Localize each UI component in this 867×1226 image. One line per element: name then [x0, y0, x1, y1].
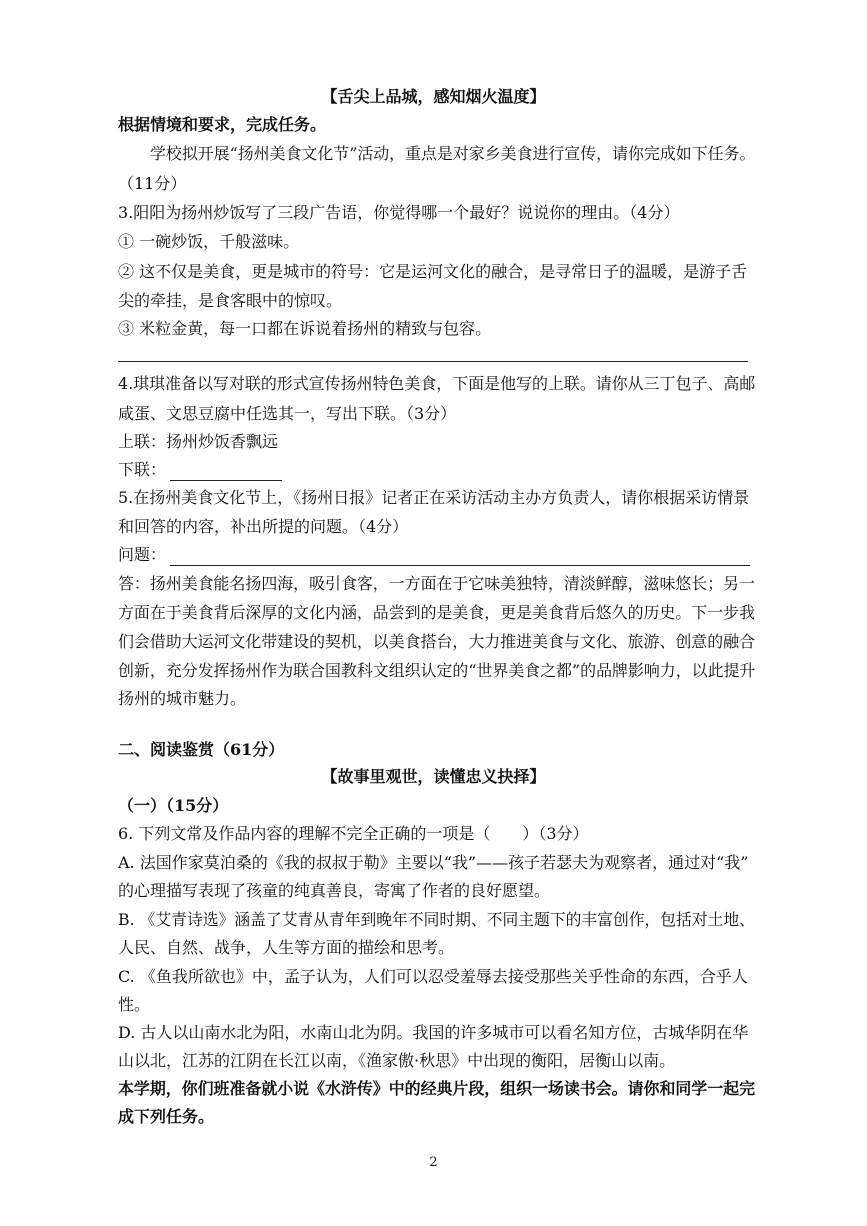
q4-stem-line-2: 咸蛋、文思豆腐中任选其一，写出下联。（3分）: [118, 404, 457, 423]
q4-stem-line-1: 4.琪琪准备以写对联的形式宣传扬州特色美食，下面是他写的上联。请你从三丁包子、高邮: [118, 374, 756, 393]
section-title-food: 【舌尖上品城，感知烟火温度】: [321, 87, 546, 106]
intro-line-1: 学校拟开展“扬州美食文化节”活动，重点是对家乡美食进行宣传，请你完成如下任务。: [150, 144, 756, 163]
q5-stem-line-2: 和回答的内容，补出所提的问题。（4分）: [118, 517, 409, 536]
q4-lower-label: 下联：: [118, 460, 167, 479]
instruction: 根据情境和要求，完成任务。: [118, 115, 327, 134]
q6-option-a-line-2: 的心理描写表现了孩童的纯真善良，寄寓了作者的良好愿望。: [118, 881, 551, 900]
q3-option-2-line-1: ② 这不仅是美食，更是城市的符号：它是运河文化的融合，是寻常日子的温暖，是游子舌: [118, 262, 748, 281]
q3-stem: 3.阳阳为扬州炒饭写了三段广告语，你觉得哪一个最好？说说你的理由。（4分）: [118, 203, 680, 222]
q3-option-3: ③ 米粒金黄，每一口都在诉说着扬州的精致与包容。: [118, 319, 492, 338]
q5-stem-line-1: 5.在扬州美食文化节上，《扬州日报》记者正在采访活动主办方负责人，请你根据采访情景: [118, 488, 750, 507]
q6-option-c-line-1: C. 《鱼我所欲也》中，孟子认为，人们可以忍受羞辱去接受那些关乎性命的东西，合乎人: [118, 967, 748, 986]
q3-option-2-line-2: 尖的牵挂，是食客眼中的惊叹。: [118, 291, 343, 310]
q6-option-a-line-1: A. 法国作家莫泊桑的《我的叔叔于勒》主要以“我”——孩子若瑟夫为观察者，通过对“我”: [118, 853, 749, 872]
q6-option-b-line-2: 人民、自然、战争，人生等方面的描绘和思考。: [118, 938, 455, 957]
q4-upper-couplet: 上联：扬州炒饭香飘远: [118, 432, 279, 451]
q6-option-c-line-2: 性。: [118, 995, 151, 1014]
q6-option-d-line-2: 山以北，江苏的江阴在长江以南，《渔家傲·秋思》中出现的衡阳，居衡山以南。: [118, 1051, 676, 1070]
q3-answer-line[interactable]: [118, 361, 748, 362]
q6-stem: 6. 下列文常及作品内容的理解不完全正确的一项是（ ）（3分）: [118, 824, 589, 843]
q4-answer-blank[interactable]: [170, 462, 282, 481]
page-number: 2: [429, 1155, 438, 1170]
q6-option-b-line-1: B. 《艾青诗选》涵盖了艾青从青年到晚年不同时期、不同主题下的丰富创作，包括对土地、: [118, 910, 755, 929]
part-label: （一）（15分）: [118, 796, 229, 815]
q5-question-label: 问题：: [118, 545, 167, 564]
q3-option-1: ① 一碗炒饭，千般滋味。: [118, 232, 300, 251]
task-line-1: 本学期，你们班准备就小说《水浒传》中的经典片段，组织一场读书会。请你和同学一起完: [118, 1079, 756, 1098]
q5-answer-line-1: 答：扬州美食能名扬四海，吸引食客，一方面在于它味美独特，清淡鲜醇，滋味悠长；另一: [118, 574, 756, 593]
intro-line-2: （11分）: [118, 174, 187, 193]
section-heading-reading: 二、阅读鉴赏（61分）: [118, 740, 285, 759]
q5-answer-line-2: 方面在于美食背后深厚的文化内涵，品尝到的是美食，更是美食背后悠久的历史。下一步我: [118, 603, 756, 622]
q6-option-d-line-1: D. 古人以山南水北为阳，水南山北为阴。我国的许多城市可以看名知方位，古城华阴在华: [118, 1023, 749, 1042]
q5-answer-blank[interactable]: [170, 547, 750, 566]
section-title-reading: 【故事里观世，读懂忠义抉择】: [321, 767, 546, 786]
task-line-2: 成下列任务。: [118, 1107, 215, 1126]
q4-lower-couplet: [118, 459, 282, 481]
q5-question-row: [118, 544, 750, 566]
q5-answer-line-5: 扬州的城市魅力。: [118, 689, 247, 708]
q5-answer-line-3: 们会借助大运河文化带建设的契机，以美食搭台，大力推进美食与文化、旅游、创意的融合: [118, 632, 756, 651]
q5-answer-line-4: 创新，充分发挥扬州作为联合国教科文组织认定的“世界美食之都”的品牌影响力，以此提升: [118, 661, 756, 680]
